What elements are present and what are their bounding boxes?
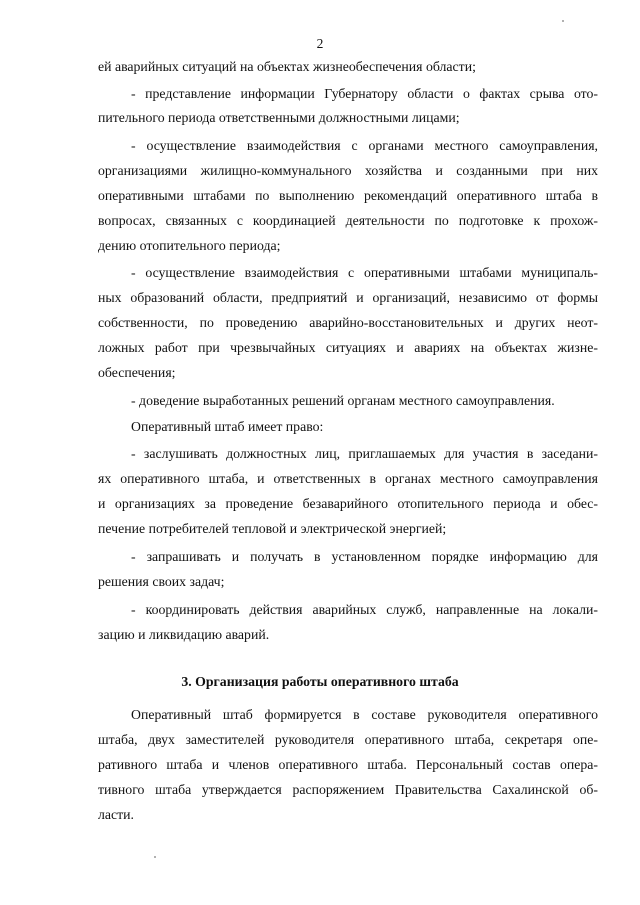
text-line: ей аварийных ситуаций на объектах жизнеобеспечения области; (98, 59, 476, 74)
text-line: - представление информации Губернатору области о фактах срыва ото- (131, 86, 598, 101)
text-line: - координировать действия аварийных служб, направленные на локали- (131, 602, 598, 617)
text-line: - доведение выработанных решений органам местного самоуправления. (131, 393, 555, 408)
text-line: оперативными штабами по выполнению рекомендаций оперативного штаба в (98, 188, 598, 203)
text-line: решения своих задач; (98, 574, 225, 589)
text-line: ных образований области, предприятий и организаций, независимо от формы (98, 290, 598, 305)
text-line: печение потребителей тепловой и электрической энергией; (98, 521, 447, 536)
text-line: ложных работ при чрезвычайных ситуациях и авариях на объектах жизне- (98, 340, 598, 355)
section-heading: 3. Организация работы оперативного штаба (181, 674, 459, 689)
text-line: пительного периода ответственными должностными лицами; (98, 110, 460, 125)
text-line: - осуществление взаимодействия с оперативными штабами муниципаль- (131, 265, 598, 280)
text-line: Оперативный штаб имеет право: (131, 419, 324, 434)
text-line: организациями жилищно-коммунального хозяйства и созданными при них (98, 163, 598, 178)
text-line: ративного штаба и членов оперативного штаба. Персональный состав опера- (98, 757, 598, 772)
text-line: ласти. (98, 807, 134, 822)
text-line: дению отопительного периода; (98, 238, 281, 253)
scan-speck (154, 856, 156, 858)
text-line: штаба, двух заместителей руководителя оперативного штаба, секретаря опе- (98, 732, 598, 747)
scan-speck (562, 20, 564, 22)
text-line: собственности, по проведению аварийно-восстановительных и других неот- (98, 315, 598, 330)
text-line: тивного штаба утверждается распоряжением Правительства Сахалинской об- (98, 782, 598, 797)
text-line: обеспечения; (98, 365, 176, 380)
text-line: - заслушивать должностных лиц, приглашаемых для участия в заседани- (131, 446, 598, 461)
text-line: - осуществление взаимодействия с органами местного самоуправления, (131, 138, 598, 153)
text-line: - запрашивать и получать в установленном порядке информацию для (131, 549, 598, 564)
page-number: 2 (316, 36, 324, 51)
text-line: и организациях за проведение безаварийного отопительного периода и обес- (98, 496, 598, 511)
text-line: ях оперативного штаба, и ответственных в органах местного самоуправления (98, 471, 598, 486)
text-line: Оперативный штаб формируется в составе руководителя оперативного (131, 707, 598, 722)
text-line: вопросах, связанных с координацией деятельности по подготовке к прохож- (98, 213, 598, 228)
text-line: зацию и ликвидацию аварий. (98, 627, 270, 642)
